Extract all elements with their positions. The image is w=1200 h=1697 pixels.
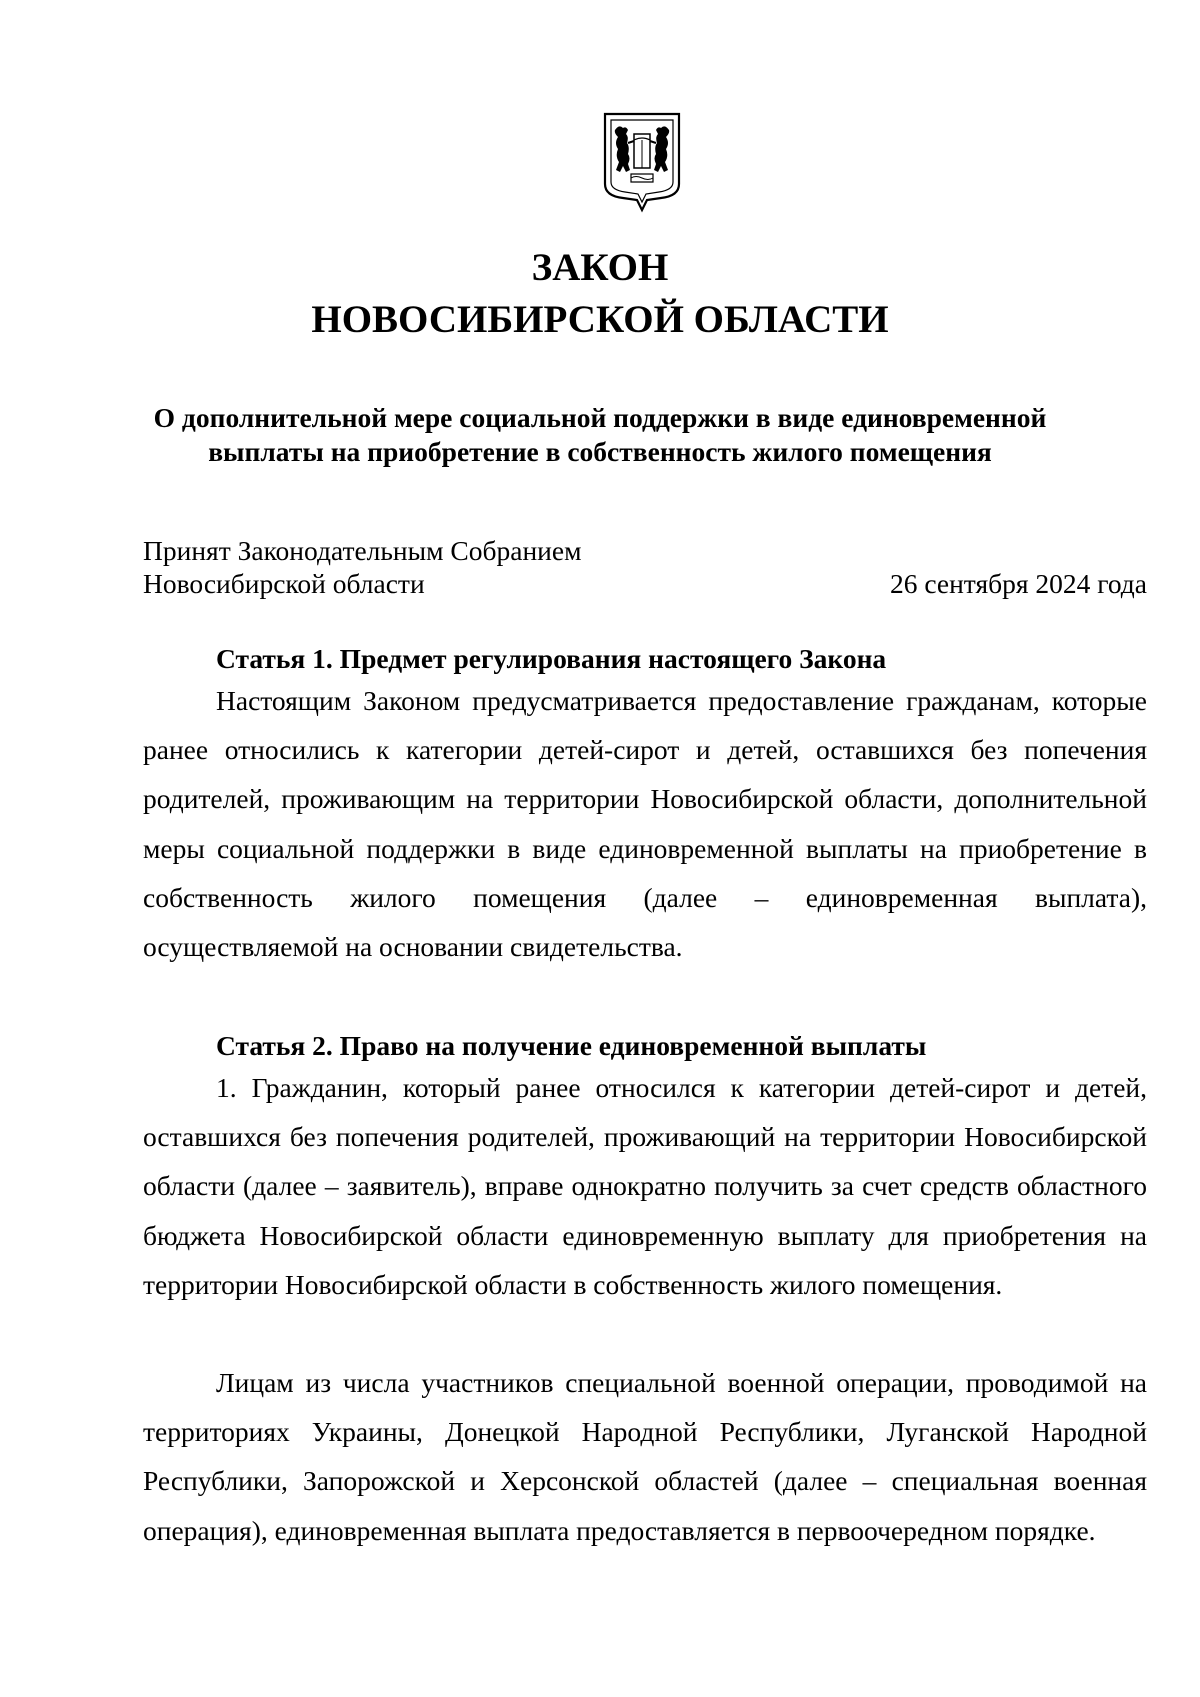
adopted-by-line-2: Новосибирской области	[143, 568, 425, 599]
sable-right-icon	[650, 126, 669, 172]
adoption-date: 26 сентября 2024 года	[889, 568, 1147, 599]
law-title	[0, 242, 1200, 346]
law-subject	[0, 401, 1200, 469]
adoption-block	[143, 534, 1147, 600]
center-emblem-icon	[631, 134, 653, 182]
article-1-heading: Статья 1. Предмет регулирования настоящего Закона	[216, 643, 887, 674]
law-region-title: НОВОСИБИРСКОЙ ОБЛАСТИ	[311, 298, 889, 341]
article-2-paragraph-2: Лицам из числа участников специальной военной операции, проводимой на территориях Украины, Донецкой Народной Республики, Луганской Народной Республики, Запорожской и Херсонской областей (далее – специальная военная операция), единовременная выплата предоставляется в первоочередном порядке.	[143, 1367, 1147, 1546]
article-1-paragraph-1: Настоящим Законом предусматривается предоставление гражданам, которые ранее относились к категории детей-сирот и детей, оставшихся без попечения родителей, проживающим на территории Новосибирской области, дополнительной меры социальной поддержки в виде единовременной выплаты на приобретение в собственность жилого помещения (далее – единовременная выплата), осуществляемой на основании свидетельства.	[143, 685, 1147, 963]
coat-of-arms-emblem	[601, 110, 683, 214]
law-subject-line-1: О дополнительной мере социальной поддержки в виде единовременной	[153, 402, 1047, 433]
article-2-heading: Статья 2. Право на получение единовременной выплаты	[216, 1030, 927, 1061]
adopted-by-line-1: Принят Законодательным Собранием	[143, 535, 582, 566]
law-type-title: ЗАКОН	[531, 246, 669, 289]
article-2-paragraph-1: 1. Гражданин, который ранее относился к категории детей-сирот и детей, оставшихся без попечения родителей, проживающий на территории Новосибирской области (далее – заявитель), вправе однократно получить за счет средств областного бюджета Новосибирской области единовременную выплату для приобретения на территории Новосибирской области в собственность жилого помещения.	[143, 1072, 1147, 1300]
sable-left-icon	[615, 126, 634, 172]
law-subject-line-2: выплаты на приобретение в собственность жилого помещения	[208, 436, 992, 467]
